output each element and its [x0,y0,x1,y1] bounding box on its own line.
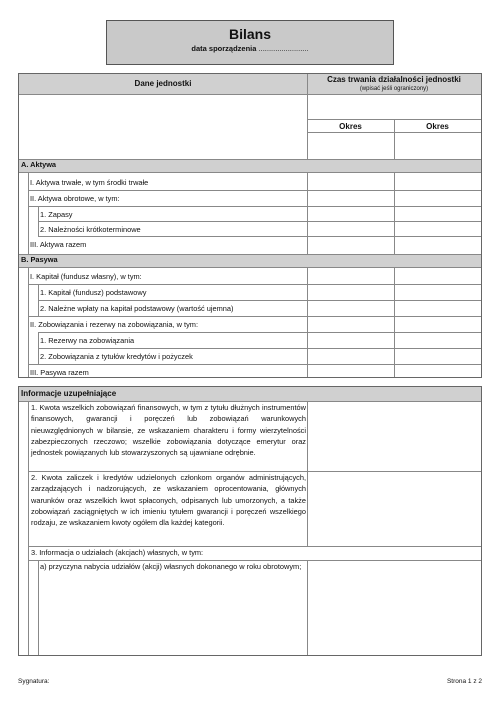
rule [307,267,308,377]
rule [28,206,481,207]
rule [38,332,39,364]
period-header-2: Okres [426,122,449,131]
rule [307,172,308,254]
rule [394,172,395,254]
info-title: Informacje uzupełniające [21,389,117,398]
page-number: Strona 1 z 2 [446,678,482,685]
liability-row-label: I. Kapitał (fundusz własny), w tym: [30,272,142,281]
liability-row-label: II. Zobowiązania i rezerwy na zobowiązania, w tym: [30,320,199,329]
rule [38,284,39,316]
rule [19,159,481,160]
liability-row-label: 2. Zobowiązania z tytułów kredytów i pożyczek [40,352,193,361]
duration-header: Czas trwania działalności jednostki [327,75,461,84]
section-b-bg [19,254,481,267]
rule [394,267,395,377]
rule [394,119,395,159]
rule [38,560,39,655]
asset-row-label: 2. Należności krótkoterminowe [40,225,141,234]
rule [19,254,481,255]
balance-table [18,73,482,378]
info-paragraph-3: 3. Informacja o udziałach (akcjach) własnych, w tym: [31,548,204,557]
period-header-1: Okres [339,122,362,131]
rule [38,236,481,237]
rule [307,74,308,159]
rule [38,206,39,236]
rule [307,560,308,655]
rule [28,267,29,377]
info-paragraph-3a: a) przyczyna nabycia udziałów (akcji) własnych dokonanego w roku obrotowym; [40,562,302,571]
rule [28,172,29,254]
date-label: data sporządzenia [191,44,257,53]
rule [38,348,481,349]
asset-row-label: II. Aktywa obrotowe, w tym: [30,194,120,203]
section-b-title: B. Pasywa [21,255,58,264]
rule [19,94,481,95]
asset-row-label: 1. Zapasy [40,210,73,219]
duration-note: (wpisać jeśli ograniczony) [359,86,429,92]
rule [28,284,481,285]
rule [19,172,481,173]
section-a-title: A. Aktywa [21,160,57,169]
date-line [107,44,393,53]
document-title: Bilans [228,26,271,42]
section-a-bg [19,159,481,172]
rule [28,401,29,655]
rule [28,316,481,317]
rule [28,364,481,365]
asset-row-label: III. Aktywa razem [30,240,87,249]
unit-data-header: Dane jednostki [134,79,192,88]
rule [38,300,481,301]
info-paragraph-1: 1. Kwota wszelkich zobowiązań finansowych, w tym z tytułu dłużnych instrumentów finansowych, gwarancji i poręczeń lub zobowiązań warunkowych nieuwzględnionych w bilansie, ze wskazaniem charakteru i formy wierzytelności zabezpieczonych rzeczowo; wszelkie zobowiązania dotyczące emerytur oraz jednostek powiązanych lub stowarzyszonych są ujawniane odrębnie. [31,403,306,458]
liability-row-label: 1. Rezerwy na zobowiązania [40,336,135,345]
rule [19,267,481,268]
liability-row-label: 2. Należne wpłaty na kapitał podstawowy (wartość ujemna) [40,304,234,313]
rule [38,221,481,222]
liability-row-label: 1. Kapitał (fundusz) podstawowy [40,288,147,297]
signature-label: Sygnatura: [18,678,50,685]
rule [28,546,481,547]
rule [28,190,481,191]
document-title-box [106,20,394,65]
rule [307,401,308,546]
liability-row-label: III. Pasywa razem [30,368,89,377]
date-dots: ........................ [258,44,309,53]
rule [38,332,481,333]
asset-row-label: I. Aktywa trwałe, w tym środki trwałe [30,178,149,187]
supplementary-info-box [18,386,482,656]
info-paragraph-2: 2. Kwota zaliczek i kredytów udzielonych członkom organów administrujących, zarządzających i nadzorujących, ze wskazaniem oprocentowania, głównych warunków oraz wszelkich kwot spłaconych, odpisanych lub umorzonych, a także zobowiązań zaciągniętych w ich imieniu tytułem gwarancji i poręczeń wszelkiego rodzaju, ze wskazaniem kwoty ogółem dla każdej kategorii. [31,473,306,528]
